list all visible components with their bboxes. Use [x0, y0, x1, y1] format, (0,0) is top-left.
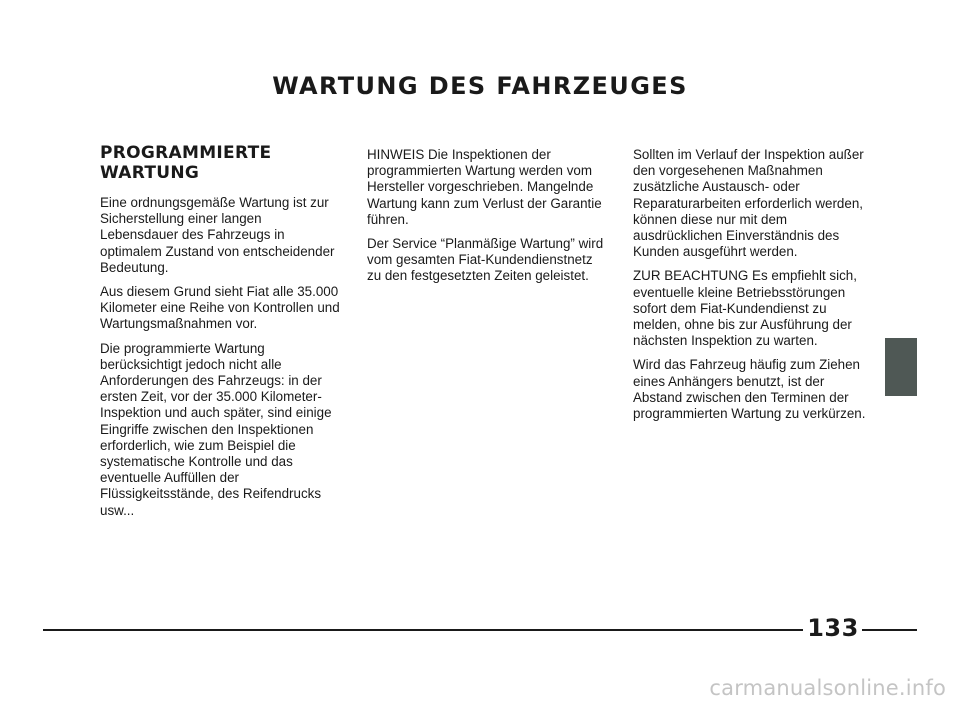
paragraph: Wird das Fahrzeug häufig zum Ziehen eines Anhängers benutzt, ist der Abstand zwischen den Terminen der programmierten Wartung zu verkürzen. [633, 357, 866, 422]
watermark: carmanualsonline.info [709, 676, 946, 700]
footer-rule-right [862, 629, 917, 631]
paragraph: Die programmierte Wartung berücksichtigt jedoch nicht alle Anforderungen des Fahrzeugs: in der ersten Zeit, vor der 35.000 Kilometer-Inspektion und auch später, sind einige Eingriffe zwischen den Inspektionen erforderlich, wie zum Beispiel die systematische Kontrolle und das eventuelle Auffüllen der Flüssigkeitsstände, des Reifendrucks usw... [100, 340, 332, 518]
attention-paragraph: ZUR BEACHTUNG Es empfiehlt sich, eventuelle kleine Betriebsstörungen sofort dem Fiat-Kundendienst zu melden, ohne bis zur Ausführung der nächsten Inspektion zu warten. [633, 268, 857, 349]
column-2 [367, 147, 607, 293]
page-title: WARTUNG DES FAHRZEUGES [272, 72, 688, 100]
section-heading: PROGRAMMIERTE WARTUNG [100, 143, 272, 183]
note-paragraph: HINWEIS Die Inspektionen der programmierten Wartung werden vom Hersteller vorgeschrieben. Mangelnde Wartung kann zum Verlust der Garantie führen. [367, 147, 602, 227]
paragraph: Sollten im Verlauf der Inspektion außer den vorgesehenen Maßnahmen zusätzliche Austausch- oder Reparaturarbeiten erforderlich werden, können diese nur mit dem ausdrücklichen Einverständnis des Kunden ausgeführt werden. [633, 147, 864, 260]
paragraph: Der Service “Planmäßige Wartung” wird vom gesamten Fiat-Kundendienstnetz zu den festgesetzten Zeiten geleistet. [367, 236, 604, 284]
page-number: 133 [807, 614, 859, 642]
paragraph: Eine ordnungsgemäße Wartung ist zur Sicherstellung einer langen Lebensdauer des Fahrzeugs in optimalem Zustand von entscheidender Bedeutung. [100, 195, 335, 275]
paragraph: Aus diesem Grund sieht Fiat alle 35.000 Kilometer eine Reihe von Kontrollen und Wartungsmaßnahmen vor. [100, 284, 340, 332]
column-3 [633, 147, 873, 430]
column-1 [100, 143, 340, 527]
footer-rule-left [43, 629, 803, 631]
section-tab-marker [885, 338, 917, 396]
